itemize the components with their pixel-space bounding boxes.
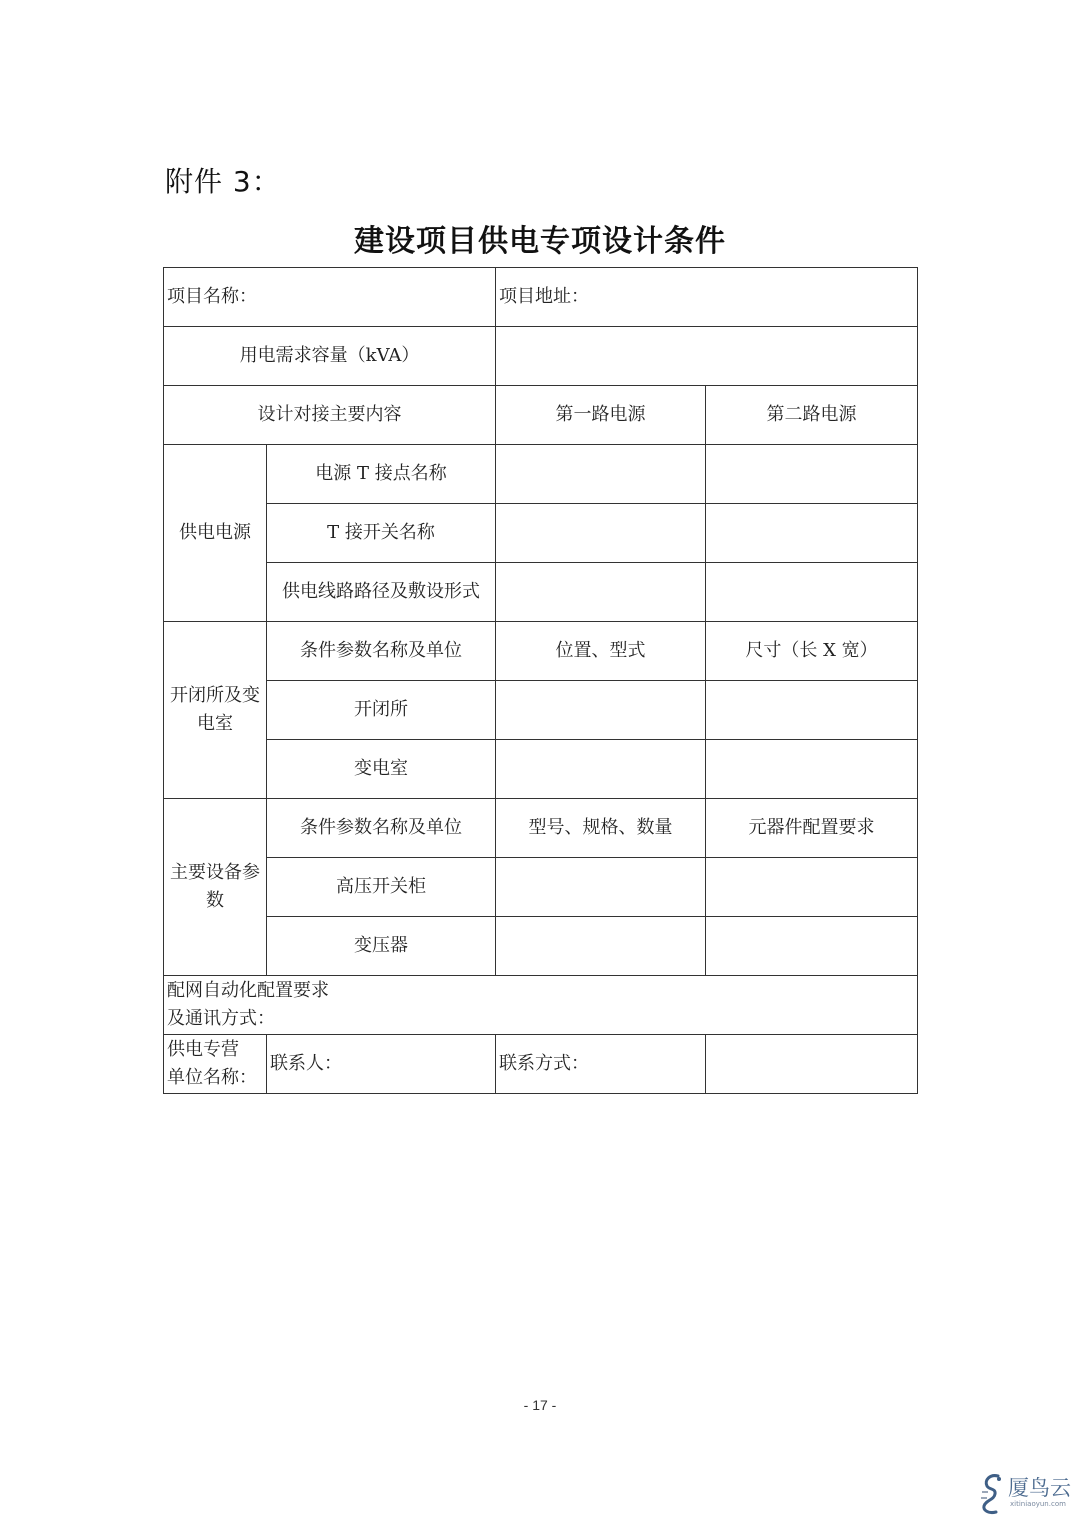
supplier-line-1: 供电专营 — [167, 1039, 239, 1060]
page-number: - 17 - — [523, 1397, 557, 1413]
project-address-cell[interactable]: 项目地址： — [496, 268, 918, 327]
contact-person-cell[interactable]: 联系人： — [267, 1035, 496, 1094]
t-point-source1[interactable] — [496, 445, 706, 504]
source1-header: 第一路电源 — [496, 386, 706, 445]
param-name-unit-header: 条件参数名称及单位 — [267, 622, 496, 681]
substation-size[interactable] — [706, 740, 918, 799]
table-row — [164, 563, 918, 622]
substation-position[interactable] — [496, 740, 706, 799]
t-switch-label: T 接开关名称 — [267, 504, 496, 563]
project-name-cell[interactable]: 项目名称： — [164, 268, 496, 327]
table-row — [164, 327, 918, 386]
automation-line-2: 及通讯方式： — [167, 1008, 275, 1029]
document-title: 建设项目供电专项设计条件 — [354, 224, 726, 259]
contact-method-cell[interactable]: 联系方式： — [496, 1035, 706, 1094]
t-point-source2[interactable] — [706, 445, 918, 504]
watermark-url: xitiniaoyun.com — [1010, 1500, 1066, 1508]
table-row — [164, 917, 918, 976]
automation-line-1: 配网自动化配置要求 — [167, 980, 329, 1001]
design-conditions-table — [163, 267, 918, 1094]
table-row — [164, 740, 918, 799]
table-row — [164, 858, 918, 917]
demand-capacity-label: 用电需求容量（kVA） — [164, 327, 496, 386]
table-row — [164, 504, 918, 563]
table-row — [164, 445, 918, 504]
contact-method-value[interactable] — [706, 1035, 918, 1094]
table-row — [164, 386, 918, 445]
supply-section-label: 供电电源 — [164, 445, 267, 622]
equipment-section-label: 主要设备参数 — [164, 799, 267, 976]
model-spec-qty-header: 型号、规格、数量 — [496, 799, 706, 858]
route-source1[interactable] — [496, 563, 706, 622]
t-switch-source1[interactable] — [496, 504, 706, 563]
transformer-label: 变压器 — [267, 917, 496, 976]
t-point-label: 电源 T 接点名称 — [267, 445, 496, 504]
supplier-line-2: 单位名称： — [167, 1067, 257, 1088]
size-header: 尺寸（长 X 宽） — [706, 622, 918, 681]
watermark — [978, 1468, 1074, 1518]
source2-header: 第二路电源 — [706, 386, 918, 445]
hv-cabinet-label: 高压开关柜 — [267, 858, 496, 917]
attachment-label: 附件 3： — [165, 165, 281, 198]
bird-logo-icon — [978, 1470, 1008, 1516]
t-switch-source2[interactable] — [706, 504, 918, 563]
position-type-header: 位置、型式 — [496, 622, 706, 681]
transformer-component[interactable] — [706, 917, 918, 976]
substation-label: 变电室 — [267, 740, 496, 799]
watermark-name: 厦鸟云 — [1008, 1476, 1071, 1500]
table-row — [164, 268, 918, 327]
switching-station-size[interactable] — [706, 681, 918, 740]
room-section-label: 开闭所及变电室 — [164, 622, 267, 799]
main-content-header: 设计对接主要内容 — [164, 386, 496, 445]
hv-cabinet-model[interactable] — [496, 858, 706, 917]
switching-station-position[interactable] — [496, 681, 706, 740]
table-row — [164, 799, 918, 858]
route-label: 供电线路路径及敷设形式 — [267, 563, 496, 622]
table-row — [164, 1035, 918, 1094]
table-row — [164, 976, 918, 1035]
table-row — [164, 681, 918, 740]
route-source2[interactable] — [706, 563, 918, 622]
table-row — [164, 622, 918, 681]
demand-capacity-value[interactable] — [496, 327, 918, 386]
hv-cabinet-component[interactable] — [706, 858, 918, 917]
transformer-model[interactable] — [496, 917, 706, 976]
supplier-label — [164, 1035, 267, 1094]
component-req-header: 元器件配置要求 — [706, 799, 918, 858]
switching-station-label: 开闭所 — [267, 681, 496, 740]
automation-cell[interactable] — [164, 976, 918, 1035]
param-name-unit-header-2: 条件参数名称及单位 — [267, 799, 496, 858]
